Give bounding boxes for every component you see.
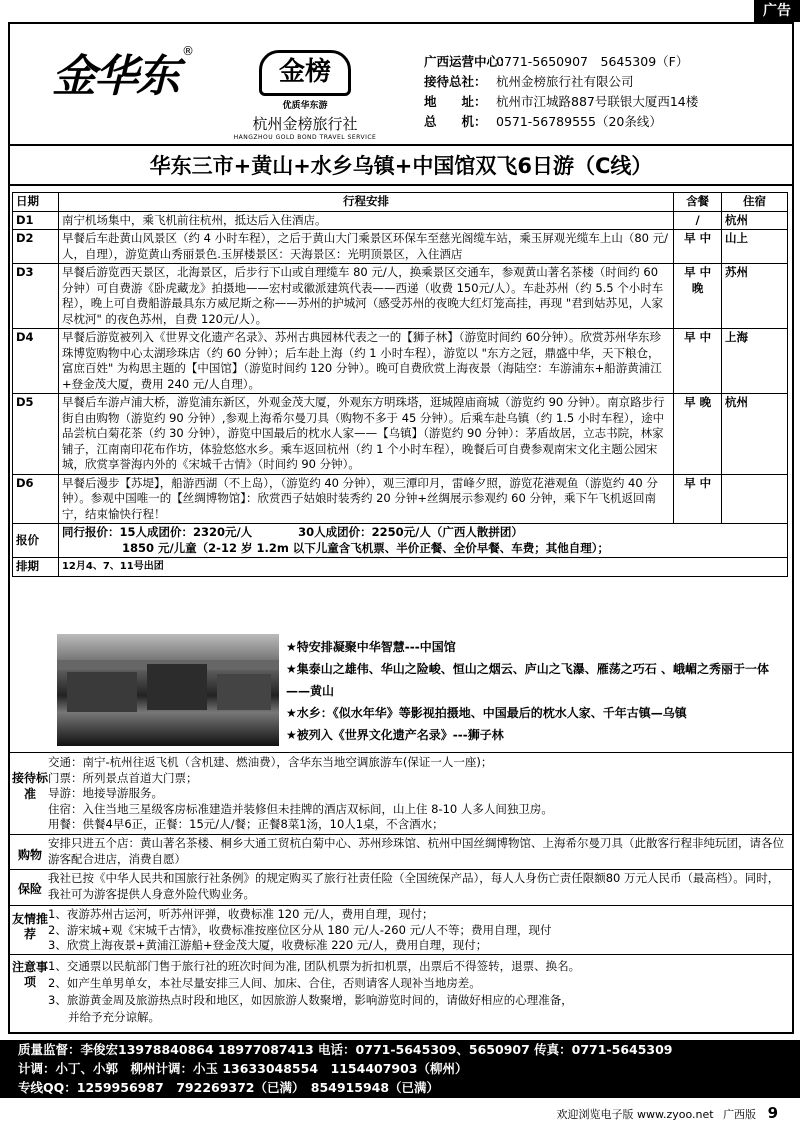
hotel-cell: 苏州 <box>722 264 788 329</box>
header-day: 日期 <box>13 193 59 212</box>
logo-seal-sub: 优质华东游 <box>282 101 328 111</box>
plan-cell: 早餐后漫步【苏堤】，船游西湖（不上岛），（游览约 40 分钟），观三潭印月，雷峰夕照，游览花港观鱼（游览约 40 分钟）。参观中国唯一的【丝绸博物馆】：欣赏西子姑娘时装秀约 20 分钟+丝绸展示参观约 60 分钟，乘下午飞机返回南宁，结束愉快行程！ <box>58 474 673 524</box>
day-cell: D5 <box>13 394 59 475</box>
ad-tag: 广告 <box>754 0 800 22</box>
recommend-line: 3、欣赏上海夜景+黄浦江游船+登金茂大厦，收费标准 220 元/人，费用自理，现付； <box>48 938 488 952</box>
divider <box>10 905 792 906</box>
highlight-item: ★水乡：《似水年华》等影视拍摄地、中国最后的枕水人家、千年古镇—乌镇 <box>286 706 687 720</box>
recommend-line: 1、夜游苏州古运河，听苏州评弹，收费标准 120 元/人，费用自理，现付； <box>48 907 434 921</box>
footer-line: 专线QQ：1259956987 792269372（已满） 854915948（已满） <box>18 1080 440 1095</box>
reception-line: 交通：南宁-杭州往返飞机（含机建、燃油费），含华东当地空调旅游车(保证一人一座)； <box>48 755 493 769</box>
logo-jinhuadong <box>52 40 202 120</box>
day-cell: D4 <box>13 329 59 394</box>
hotel-cell: 上海 <box>722 329 788 394</box>
table-row <box>13 211 788 230</box>
table-row <box>13 264 788 329</box>
header-hotel: 住宿 <box>722 193 788 212</box>
footer-bar <box>0 1040 800 1098</box>
page-site: 欢迎浏览电子版 www.zyoo.net <box>556 1108 714 1121</box>
registered-mark: ® <box>182 44 194 58</box>
plan-cell: 早餐后游览西天景区，北海景区，后步行下山或自理缆车 80 元/人，换乘景区交通车，参观黄山著名茶楼（时间约 60 分钟）可自费游《卧虎藏龙》拍摄地——宏村或徽派建筑代表——西递（收费 150元/人）。车赴苏州（约 5.5 个小时车程），晚上可自费船游最具东方威尼斯之称——苏州的护城河（感受苏州的夜晚大红灯笼高挂，再现 "君到姑苏见，人家尽枕河" 的夜色苏州，自费 120元/人）。 <box>58 264 673 329</box>
hotel-cell <box>722 474 788 524</box>
price-line-2: 1850 元/儿童（2-12 岁 1.2m 以下儿童含飞机票、半价正餐、全价早餐、车费；其他自理）； <box>121 540 610 555</box>
divider <box>10 184 792 186</box>
reception-line: 门票：所列景点首道大门票； <box>48 770 198 785</box>
plan-cell: 早餐后车赴黄山风景区（约 4 小时车程），之后于黄山大门乘景区环保车至慈光阁缆车站，乘玉屏观光缆车上山（80 元/人，自理），游览黄山秀丽景色.玉屏楼景区：天海景区：光明顶景区，入住酒店 <box>58 230 673 264</box>
logo-company: 杭州金榜旅行社 <box>252 115 358 133</box>
table-row <box>13 230 788 264</box>
itinerary-table <box>12 192 788 577</box>
divider <box>10 834 792 835</box>
table-row <box>13 329 788 394</box>
contact-key: 接待总社： <box>424 74 487 89</box>
contact-row <box>424 72 698 92</box>
photo-house <box>217 674 271 710</box>
note-line: 1、交通票以民航部门售于旅行社的班次时间为准, 团队机票为折扣机票，出票后不得签转，退票、换名。 <box>48 959 581 973</box>
contact-row <box>424 52 698 72</box>
schedule-value: 12月4、7、11号出团 <box>58 558 787 577</box>
hotel-cell: 杭州 <box>722 394 788 475</box>
insurance-text: 我社已按《中华人民共和国旅行社条例》的规定购买了旅行社责任险（全国统保产品），每人人身伤亡责任限额80 万元人民币（最高档）。同时，我社可为游客提供人身意外险代购业务。 <box>48 871 780 901</box>
plan-cell: 早餐后车游卢浦大桥，游览浦东新区，外观金茂大厦，外观东方明珠塔，逛城隍庙商城（游览约 90 分钟）。南京路步行街自由购物（游览约 90 分钟）,参观上海希尔曼刀具（购物不多于 45 分钟）。后乘车赴乌镇（约 1.5 小时车程），途中品尝杭白菊花茶（约 30 分钟），游览中国最后的枕水人家——【乌镇】（游览约 90 分钟）：茅盾故居，立志书院，林家铺子，江南南印花布作坊，体验悠悠水乡。乘车返回杭州（约 1 个小时车程），晚餐后可自费参观南宋文化主题公园宋城，欣赏享誉海内外的《宋城千古情》（时间约 90 分钟）。 <box>58 394 673 475</box>
contact-value: 杭州金榜旅行社有限公司 <box>496 74 634 89</box>
contact-key: 地 址： <box>424 94 487 109</box>
table-header <box>13 193 788 212</box>
recommend-line: 2、游宋城+观《宋城千古情》，收费标准按座位区分从 180 元/人-260 元/人不等；费用自理，现付 <box>48 922 552 937</box>
page-title: 华东三市+黄山+水乡乌镇+中国馆双飞6日游（C线） <box>149 154 653 178</box>
price-cell <box>58 524 787 558</box>
recommend-label: 友情推荐 <box>12 912 49 941</box>
highlight-item: ★被列入《世界文化遗产名录》---狮子林 <box>286 728 504 742</box>
logo-seal: 金榜 <box>259 50 351 96</box>
contact-value: 0771-5650907 5645309（F） <box>496 54 689 69</box>
contact-key: 广西运营中心： <box>424 54 512 69</box>
day-cell: D3 <box>13 264 59 329</box>
reception-line: 住宿：入住当地三星级客房标准建造并装修但未挂牌的酒店双标间，山上住 8-10 人多人间独卫房。 <box>48 801 553 816</box>
day-cell: D6 <box>13 474 59 524</box>
meal-cell: 早 中 晚 <box>674 264 722 329</box>
notes-label: 注意事项 <box>12 960 49 989</box>
recommend-block <box>48 907 788 954</box>
meal-cell: 早 中 <box>674 329 722 394</box>
plan-cell: 早餐后游览被列入《世界文化遗产名录》、苏州古典园林代表之一的【狮子林】（游览时间约 60分钟）。欣赏苏州华东珍珠博览购物中心太湖珍珠店（约 60 分钟）；后车赴上海（约 1 小时车程），游览以 "东方之冠，鼎盛中华，天下粮仓，富庶百姓" 为构思主题的【中国馆】（游览时间约 120 分钟）。晚可自费欣赏上海夜景（海陆空：车游浦东+船游黄浦江+登金茂大厦，费用 240 元/人自理）。 <box>58 329 673 394</box>
logo-main-text: 金华东 <box>52 51 178 102</box>
header-meal: 含餐 <box>674 193 722 212</box>
day-cell: D2 <box>13 230 59 264</box>
table-row <box>13 474 788 524</box>
plan-cell: 南宁机场集中，乘飞机前往杭州，抵达后入住酒店。 <box>58 211 673 230</box>
highlight-item: ★特安排凝聚中华智慧---中国馆 <box>286 640 456 654</box>
meal-cell: / <box>674 211 722 230</box>
schedule-row <box>13 558 788 577</box>
contact-row <box>424 112 698 132</box>
note-line: 并给予充分谅解。 <box>68 1010 160 1024</box>
day-cell: D1 <box>13 211 59 230</box>
meal-cell: 早 中 <box>674 474 722 524</box>
schedule-label: 排期 <box>13 558 59 577</box>
wuzhen-photo <box>57 634 279 746</box>
hotel-cell: 杭州 <box>722 211 788 230</box>
meal-cell: 早 中 <box>674 230 722 264</box>
divider <box>10 144 792 146</box>
contact-row <box>424 92 698 112</box>
divider <box>10 869 792 870</box>
contact-value: 0571-56789555（20条线） <box>496 114 662 129</box>
price-line-1: 同行报价：15人成团价：2320元/人 30人成团价：2250元/人（广西人散拼团） <box>61 525 523 539</box>
divider <box>10 752 792 753</box>
notes-block <box>48 958 788 1026</box>
contact-block <box>424 52 698 132</box>
meal-cell: 早 晚 <box>674 394 722 475</box>
price-row <box>13 524 788 558</box>
note-line: 3、旅游黄金周及旅游热点时段和地区，如因旅游人数聚增，影响游览时间的，请做好相应的心理准备， <box>48 993 573 1007</box>
highlights <box>286 636 786 746</box>
price-label: 报价 <box>13 524 59 558</box>
shopping-text: 安排只进五个店：黄山著名茶楼、桐乡大通工贸杭白菊中心、苏州珍珠馆、杭州中国丝绸博物馆、上海希尔曼刀具（此散客行程非纯玩团，请各位游客配合进店，消费自愿） <box>48 836 784 866</box>
logo-company-en: HANGZHOU GOLD BOND TRAVEL SERVICE <box>233 134 377 141</box>
highlight-item: ★集泰山之雄伟、华山之险峻、恒山之烟云、庐山之飞瀑、雁荡之巧石 、峨嵋之秀丽于一体——黄山 <box>286 662 769 698</box>
contact-value: 杭州市江城路887号联银大厦西14楼 <box>496 94 699 109</box>
footer-line: 质量监督：李俊宏13978840864 18977087413 电话：0771-5645309、5650907 传真：0771-5645309 <box>18 1042 673 1057</box>
insurance-label: 保险 <box>17 882 42 896</box>
contact-key: 总 机： <box>424 114 487 129</box>
page-info <box>556 1104 778 1122</box>
shopping-label: 购物 <box>17 848 42 862</box>
reception-line: 导游：地接导游服务。 <box>48 786 163 800</box>
reception-label: 接待标准 <box>12 771 49 801</box>
divider <box>10 954 792 955</box>
reception-line: 用餐：供餐4早6正，正餐：15元/人/餐；正餐8菜1汤，10人1桌，不含酒水； <box>48 817 444 831</box>
page-edition: 广西版 <box>723 1108 757 1121</box>
logo-jinbang <box>230 50 380 141</box>
footer-line: 计调：小丁、小郭 柳州计调：小玉 13633048554 1154407903（柳州） <box>18 1061 468 1076</box>
table-row <box>13 394 788 475</box>
header-plan: 行程安排 <box>58 193 673 212</box>
hotel-cell: 山上 <box>722 230 788 264</box>
photo-house <box>67 672 137 712</box>
reception-block <box>48 755 788 833</box>
note-line: 2、如产生单男单女，本社尽量安排三人间、加床、合住，否则请客人现补当地房差。 <box>48 976 481 990</box>
page-number: 9 <box>767 1104 778 1122</box>
photo-house <box>147 664 207 710</box>
